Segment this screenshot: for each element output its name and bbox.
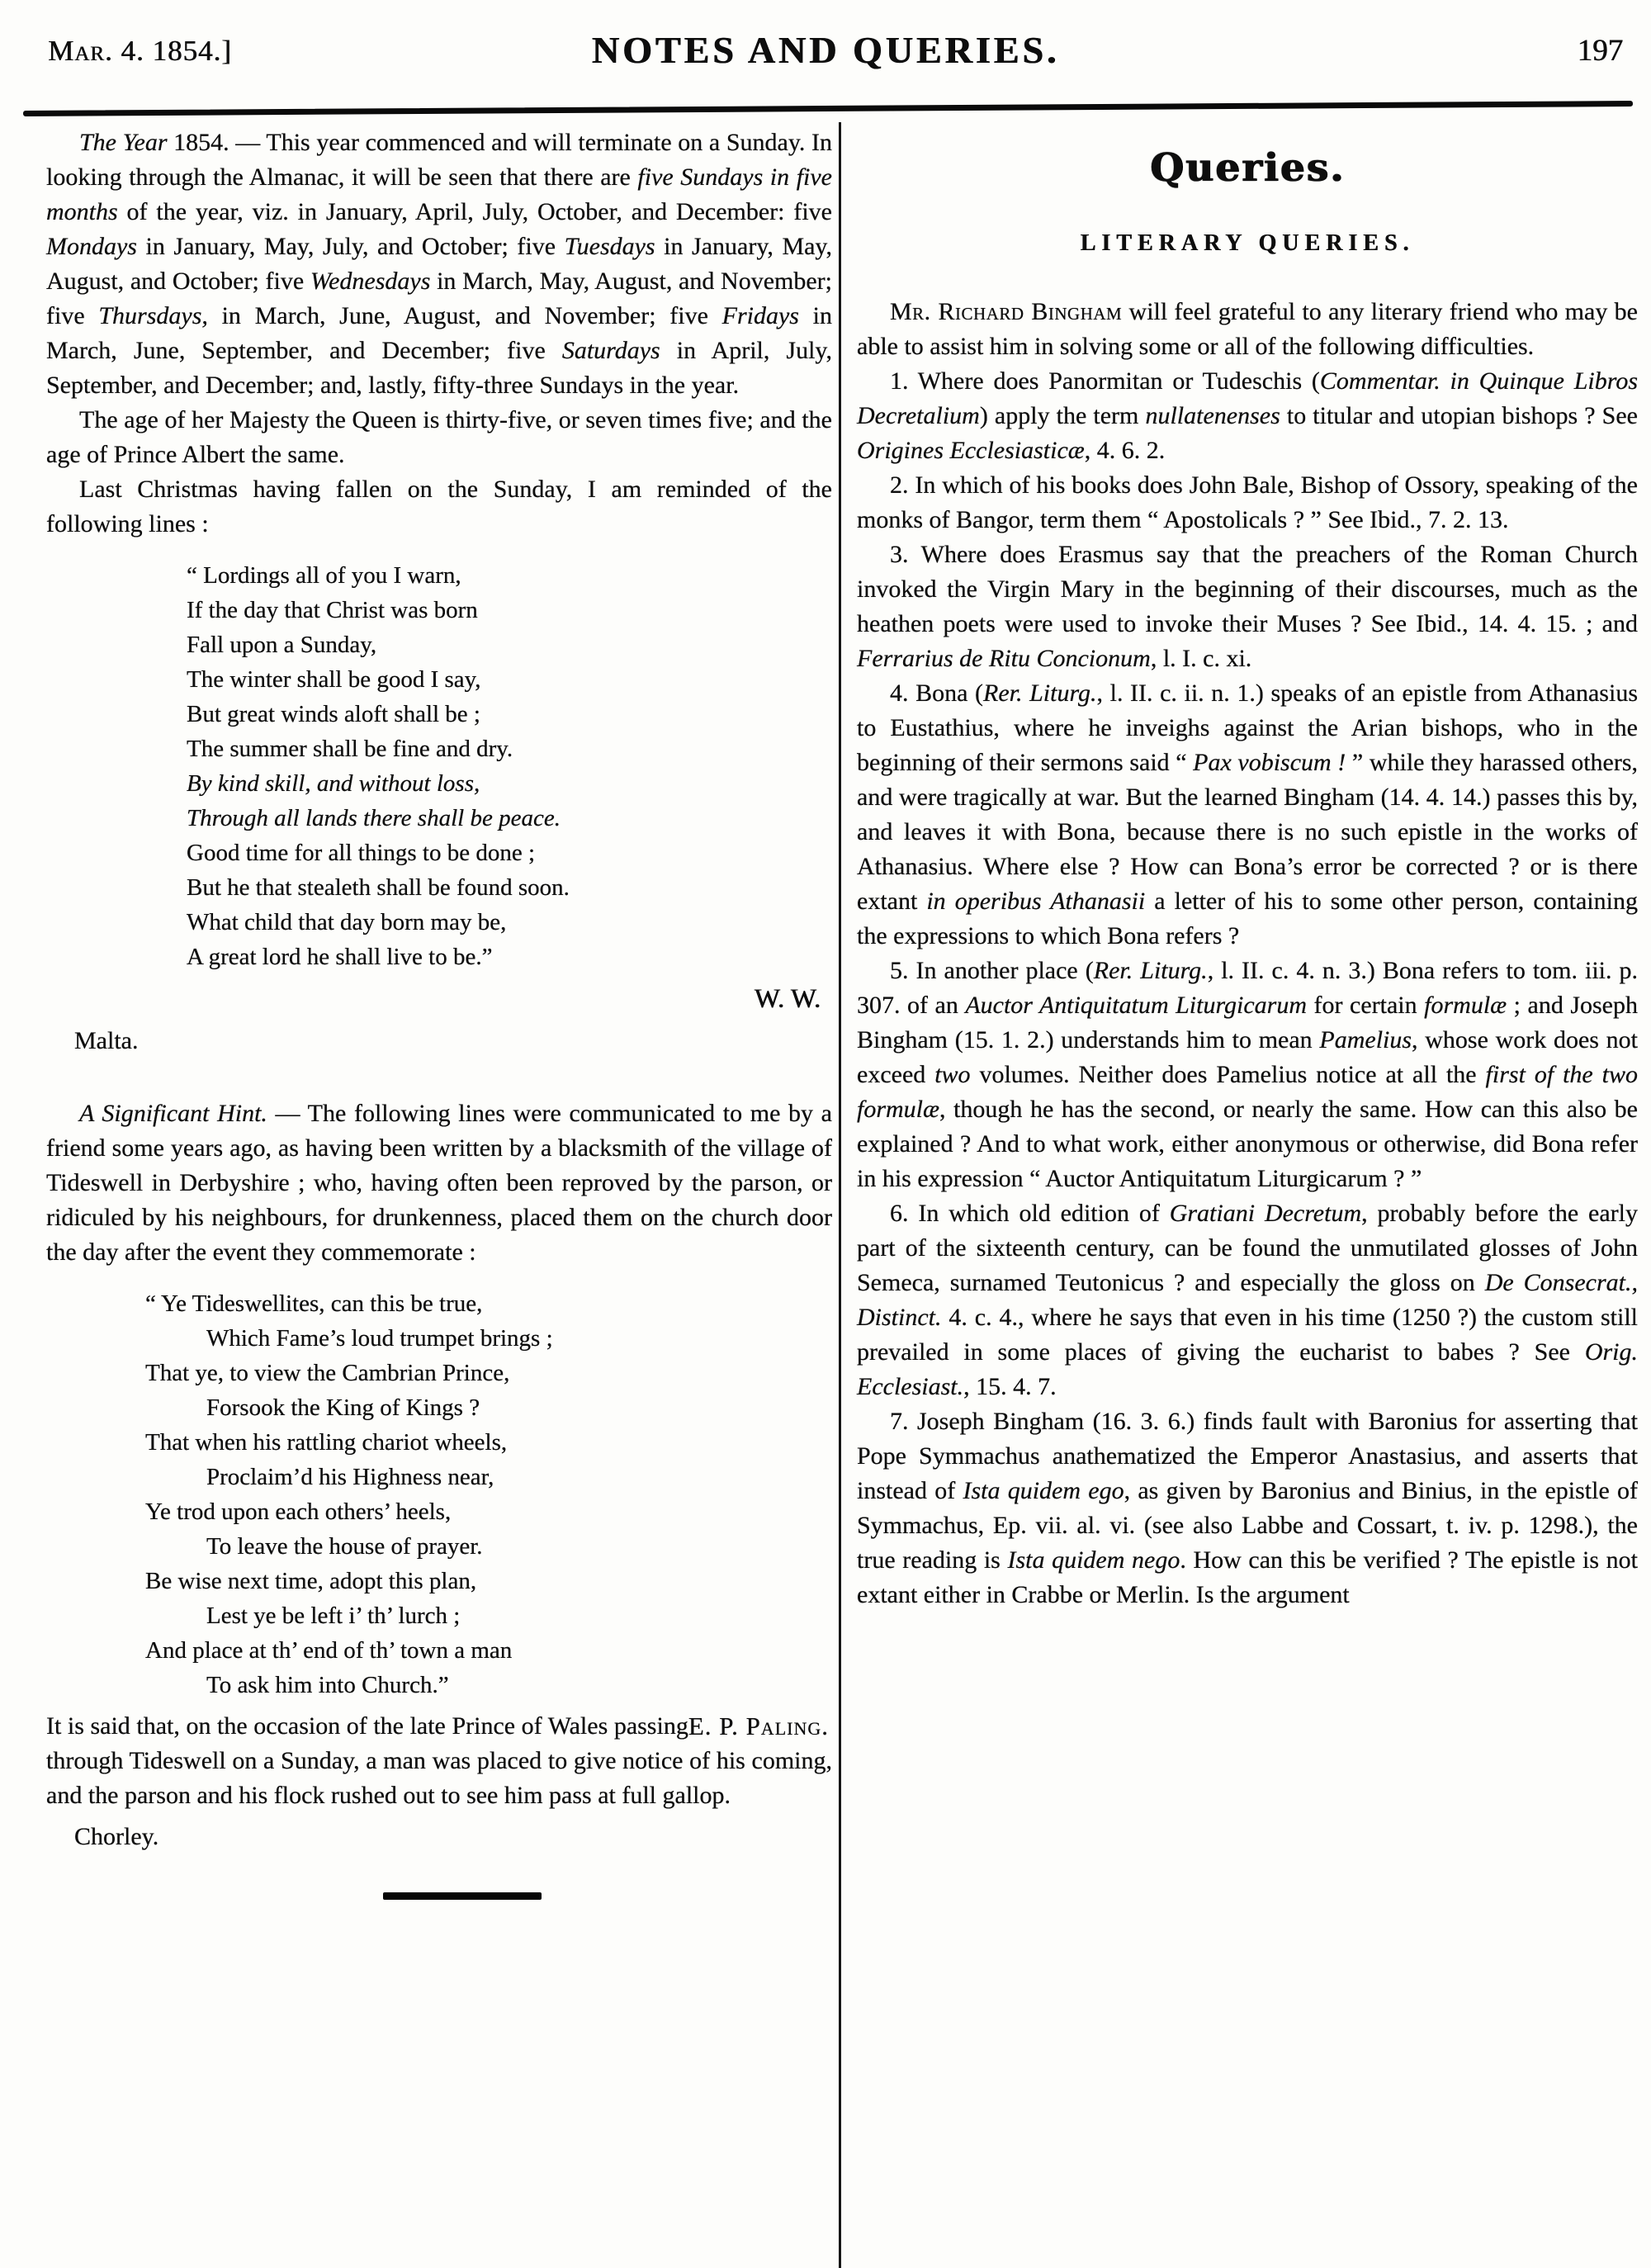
query-item-4: 4. Bona (Rer. Liturg., l. II. c. ii. n. 1.) speaks of an epistle from Athanasius to Eustathius, where he inveighs against the Arian bishops, who in the beginning of their sermons said “ Pax vobiscum ! ” while they harassed others, and were tragically at war. But the learned Bingham (14. 4. 14.) passes this by, and leaves it with Bona, because there is no such epistle in the works of Athanasius. Where else ? How can Bona’s error be corrected ? or is there extant in operibus Athanasii a letter of his to some other person, containing the expressions to which Bona refers ? — [857, 679, 1639, 949]
subsection-title-literary-queries: LITERARY QUERIES. — [1080, 230, 1415, 256]
poem-line: “ Ye Tideswellites, can this be true, — [145, 1290, 483, 1317]
poem-tideswellites — [145, 1286, 832, 1702]
poem-line: To ask him into Church.” — [206, 1672, 449, 1698]
article-significant-hint-para-2 — [46, 1709, 832, 1813]
running-header — [0, 28, 1651, 94]
poem-line: A great lord he shall live to be.” — [187, 944, 493, 970]
poem-line: Fall upon a Sunday, — [187, 632, 377, 658]
poem-line: To leave the house of prayer. — [206, 1533, 483, 1560]
poem-line: Proclaim’d his Highness near, — [206, 1464, 494, 1490]
query-item-3: 3. Where does Erasmus say that the preachers of the Roman Church invoked the Virgin Mary in the beginning of their discourses, much as the heathen poets were used to invoke their Muses ? See Ibid., 14. 4. 15. ; and Ferrarius de Ritu Concionum, l. I. c. xi. — [857, 541, 1638, 672]
poem-line: If the day that Christ was born — [187, 597, 478, 623]
signature-w-w: W. W. — [754, 984, 821, 1014]
poem-line: Be wise next time, adopt this plan, — [145, 1568, 477, 1594]
right-column — [857, 124, 1638, 1612]
poem-line: And place at th’ end of th’ town a man — [145, 1637, 513, 1664]
end-of-article-rule — [383, 1892, 542, 1900]
query-item-5: 5. In another place (Rer. Liturg., l. II. c. 4. n. 3.) Bona refers to tom. iii. p. 307. of an Auctor Antiquitatum Liturgicarum for certain formulæ ; and Joseph Bingham (15. 1. 2.) understands him to mean Pamelius, whose work does not exceed two volumes. Neither does Pamelius notice at all the first of the two formulæ, though he has the second, or nearly the same. How can this also be explained ? And to what work, either anonymous or otherwise, did Bona refer in his expression “ Auctor Antiquitatum Liturgicarum ? ” — [857, 957, 1639, 1192]
column-divider-rule — [839, 122, 841, 2268]
left-column — [46, 125, 832, 1900]
poem-line: Which Fame’s loud trumpet brings ; — [206, 1325, 553, 1352]
poem-line: But he that stealeth shall be found soon. — [187, 874, 570, 901]
article-significant-hint-para-2-text: It is said that, on the occasion of the late Prince of Wales passing through Tideswell on a Sunday, a man was placed to give notice of his coming, and the parson and his flock rushed out to see him pass at full gallop. — [46, 1712, 832, 1809]
poem-line: The winter shall be good I say, — [187, 666, 481, 693]
publication-title: NOTES AND QUERIES. — [591, 29, 1060, 71]
query-item-7: 7. Joseph Bingham (16. 3. 6.) finds fault with Baronius for asserting that Pope Symmachus anathematized the Emperor Anastasius, and asserts that instead of Ista quidem ego, as given by Baronius and Binius, in the epistle of Symmachus, Ep. vii. al. vi. (see also Labbe and Cossart, t. iv. p. 1298.), the true reading is Ista quidem nego. How can this be verified ? The epistle is not extant either in Crabbe or Merlin. Is the argument — [857, 1408, 1639, 1608]
poem-lordings — [187, 558, 832, 974]
article-significant-hint-para-1: A Significant Hint. — The following lines were communicated to me by a friend some years ago, as having been written by a blacksmith of the village of Tideswell in Derbyshire ; who, having often been reproved by the parson, or ridiculed by his neighbours, for drunkenness, placed them on the church door the day after the event they commemorate : — [46, 1100, 832, 1266]
poem-line: Through all lands there shall be peace. — [187, 805, 561, 831]
issue-date: Mar. 4. 1854.] — [48, 35, 232, 67]
place-chorley: Chorley. — [74, 1823, 159, 1850]
queries-intro-paragraph: Mr. Richard Bingham will feel grateful to any literary friend who may be able to assist him in solving some or all of the following difficulties. — [857, 298, 1638, 360]
query-item-6: 6. In which old edition of Gratiani Decretum, probably before the early part of the sixteenth century, can be found the unmutilated glosses of John Semeca, surnamed Teutonicus ? and especially the gloss on De Consecrat., Distinct. 4. c. 4., where he says that even in his time (1250 ?) the custom still prevailed in some places of giving the eucharist to babes ? See Orig. Ecclesiast., 15. 4. 7. — [857, 1200, 1638, 1400]
article-the-year-para-2: The age of her Majesty the Queen is thirty-five, or seven times five; and the age of Prince Albert the same. — [46, 406, 832, 468]
poem-line: The summer shall be fine and dry. — [187, 736, 513, 762]
poem-line: Lest ye be left i’ th’ lurch ; — [206, 1603, 461, 1629]
article-the-year-para-3: Last Christmas having fallen on the Sunday, I am reminded of the following lines : — [46, 476, 832, 537]
poem-line: But great winds aloft shall be ; — [187, 701, 480, 727]
poem-line: Forsook the King of Kings ? — [206, 1394, 480, 1421]
article-the-year-para-1: The Year 1854. — This year commenced and will terminate on a Sunday. In looking through the Almanac, it will be seen that there are five Sundays in five months of the year, viz. in January, April, July, October, and December: five Mondays in January, May, July, and October; five Tuesdays in January, May, August, and October; five Wednesdays in March, May, August, and November; five Thursdays, in March, June, August, and November; five Fridays in March, June, September, and December; five Saturdays in April, July, September, and December; and, lastly, fifty-three Sundays in the year. — [46, 129, 832, 399]
query-item-2: 2. In which of his books does John Bale, Bishop of Ossory, speaking of the monks of Bangor, term them “ Apostolicals ? ” See Ibid., 7. 2. 13. — [857, 471, 1638, 533]
page-number: 197 — [1577, 34, 1623, 68]
poem-line: “ Lordings all of you I warn, — [187, 562, 461, 589]
poem-line: Good time for all things to be done ; — [187, 840, 536, 866]
poem-line: That ye, to view the Cambrian Prince, — [145, 1360, 510, 1386]
signature-e-p-paling: E. P. Paling. — [688, 1712, 829, 1740]
query-item-1: 1. Where does Panormitan or Tudeschis (Commentar. in Quinque Libros Decretalium) apply the term nullatenenses to titular and utopian bishops ? See Origines Ecclesiasticæ, 4. 6. 2. — [857, 367, 1638, 464]
section-title-queries: Queries. — [1149, 145, 1346, 191]
header-rule — [23, 101, 1633, 116]
place-malta: Malta. — [74, 1027, 139, 1054]
poem-line: That when his rattling chariot wheels, — [145, 1429, 508, 1456]
poem-line: What child that day born may be, — [187, 909, 507, 935]
poem-line: By kind skill, and without loss, — [187, 770, 480, 797]
poem-line: Ye trod upon each others’ heels, — [145, 1499, 452, 1525]
